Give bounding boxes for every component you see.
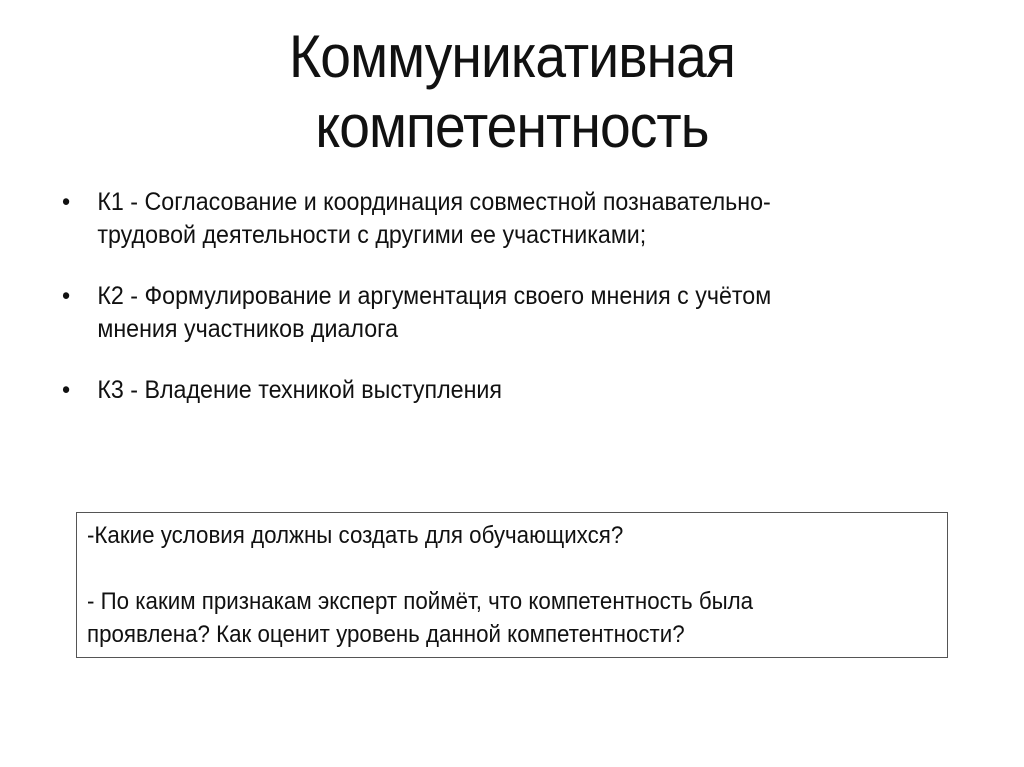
bullet-text: К2 - Формулирование и аргументация своего мнения с учётом: [97, 282, 772, 310]
bullet-icon: •: [62, 282, 71, 310]
title-line: Коммуникативная: [289, 23, 735, 90]
bullet-item-k3: [62, 374, 990, 407]
bullet-icon: •: [62, 188, 71, 216]
title-line: компетентность: [315, 93, 709, 160]
bullet-item-k1: [62, 186, 990, 252]
slide-title: [41, 22, 983, 162]
bullet-text: К3 - Владение техникой выступления: [97, 376, 502, 404]
bullet-list: [62, 186, 962, 435]
bullet-text: К1 - Согласование и координация совместной познавательно-: [97, 188, 771, 216]
bullet-icon: •: [62, 376, 71, 404]
question-box: [76, 512, 948, 658]
bullet-text: мнения участников диалога: [97, 315, 399, 343]
question-2-line-1: - По каким признакам эксперт поймёт, что компетентность была: [87, 588, 754, 615]
bullet-text: трудовой деятельности с другими ее участниками;: [97, 221, 647, 249]
question-2-line-2: проявлена? Как оценит уровень данной компетентности?: [87, 621, 685, 648]
question-1: -Какие условия должны создать для обучающихся?: [87, 522, 624, 549]
bullet-item-k2: [62, 280, 990, 346]
